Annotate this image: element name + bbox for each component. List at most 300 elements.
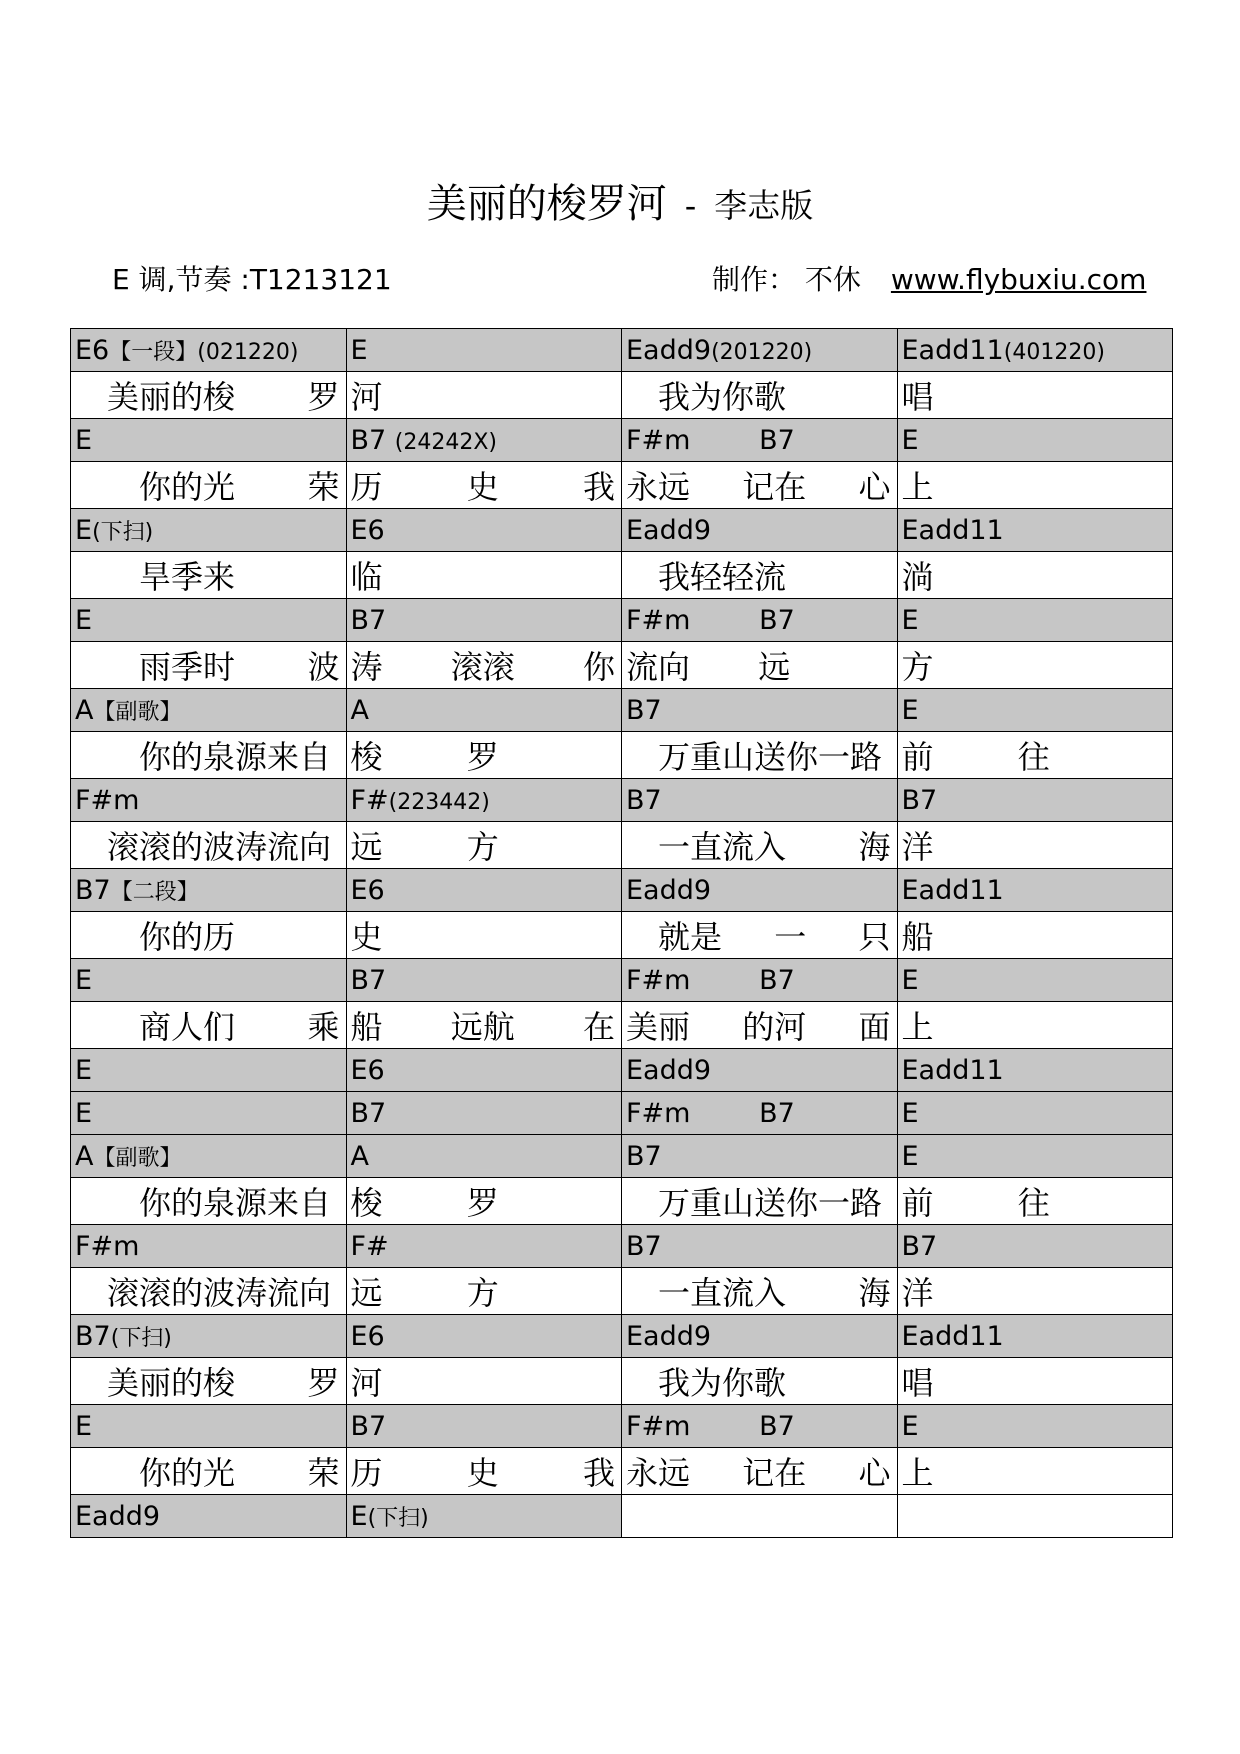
chord-cell	[622, 869, 898, 912]
chord-cell	[346, 329, 622, 372]
cell-content	[75, 1411, 346, 1442]
cell-content	[902, 732, 1173, 778]
lyric-text: 美丽的梭	[75, 378, 236, 416]
author: 制作： 不休	[712, 263, 861, 296]
lyric-cell	[897, 642, 1173, 689]
chord-label: F#m	[75, 784, 140, 816]
chord-label: A	[350, 1140, 369, 1172]
chord-cell	[71, 1049, 347, 1092]
lyric-row	[71, 1268, 1173, 1315]
lyric-text: 梭	[350, 738, 383, 776]
chord-row	[71, 1225, 1173, 1268]
chord-cell	[897, 779, 1173, 822]
title-separator: -	[684, 187, 697, 225]
chord-label: B7	[759, 1410, 795, 1442]
lyric-cell	[897, 912, 1173, 959]
lyric-text: 唱	[901, 378, 934, 416]
lyric-cell	[71, 732, 347, 779]
chord-cell	[897, 419, 1173, 462]
chord-cell	[346, 1495, 622, 1538]
chord-label: B7	[626, 1230, 662, 1262]
lyric-text	[1134, 732, 1166, 778]
lyric-cell	[897, 372, 1173, 419]
cell-content	[351, 425, 622, 456]
cell-content	[351, 335, 622, 366]
cell-content	[626, 372, 897, 418]
lyric-cell	[346, 912, 622, 959]
lyric-text: 史	[466, 468, 499, 506]
lyric-cell	[622, 912, 898, 959]
chord-label: B7	[626, 1140, 662, 1172]
lyric-text: 船	[901, 918, 934, 956]
chord-cell	[346, 1225, 622, 1268]
lyric-text: 滚滚的波涛流向	[75, 828, 332, 866]
chord-cell	[346, 1092, 622, 1135]
chord-label: E	[901, 964, 919, 996]
chord-cell	[622, 1135, 898, 1178]
lyric-cell	[622, 462, 898, 509]
cell-content	[75, 732, 346, 778]
lyric-text: 远	[350, 1274, 383, 1312]
lyric-text: 你	[582, 648, 615, 686]
lyric-row	[71, 1002, 1173, 1049]
cell-content	[626, 462, 897, 508]
cell-content	[626, 421, 897, 460]
cell-content	[351, 1501, 622, 1532]
lyric-text	[1134, 1178, 1166, 1224]
chord-label	[863, 1407, 890, 1446]
lyric-cell	[622, 1178, 898, 1225]
chord-row	[71, 599, 1173, 642]
lyric-text: 你的泉源来自	[75, 1184, 332, 1222]
chord-label: B7	[350, 1410, 387, 1442]
lyric-text: 远	[350, 828, 383, 866]
cell-content	[626, 875, 897, 906]
cell-content	[902, 912, 1173, 958]
lyric-cell	[897, 1358, 1173, 1405]
cell-content	[902, 1321, 1173, 1352]
lyric-text: 历	[350, 468, 383, 506]
cell-content	[902, 605, 1173, 636]
lyric-text: 临	[350, 558, 383, 596]
cell-content	[902, 785, 1173, 816]
lyric-text: 心	[858, 468, 891, 506]
lyric-text: 海	[858, 1274, 891, 1312]
lyric-text: 雨季时	[75, 648, 236, 686]
lyric-cell	[622, 732, 898, 779]
chord-label: E6	[350, 1054, 385, 1086]
lyric-text: 记在	[742, 1454, 807, 1492]
lyric-cell	[622, 1268, 898, 1315]
lyric-text: 万重山送你一路	[626, 738, 883, 776]
lyric-cell	[346, 822, 622, 869]
chord-cell	[71, 779, 347, 822]
chord-row	[71, 1135, 1173, 1178]
lyric-text: 往	[1017, 738, 1050, 776]
chord-label: E	[75, 604, 93, 636]
cell-content	[902, 1055, 1173, 1086]
lyric-text: 方	[466, 1274, 499, 1312]
cell-content	[626, 695, 897, 726]
cell-content	[902, 462, 1173, 508]
cell-content	[75, 1098, 346, 1129]
chord-row	[71, 419, 1173, 462]
lyric-cell	[897, 1448, 1173, 1495]
lyric-cell	[622, 1448, 898, 1495]
chord-cell	[71, 419, 347, 462]
chord-label: E	[901, 1410, 919, 1442]
chord-label: Eadd11	[901, 874, 1004, 906]
chord-row	[71, 1405, 1173, 1448]
chord-row	[71, 1315, 1173, 1358]
lyric-text: 只	[858, 918, 891, 956]
chord-label: Eadd9	[626, 514, 712, 546]
chord-label: B7	[759, 964, 795, 996]
lyric-cell	[622, 372, 898, 419]
chord-cell	[346, 509, 622, 552]
chord-label: E(下扫)	[350, 1500, 429, 1532]
cell-content	[626, 1002, 897, 1048]
lyric-row	[71, 372, 1173, 419]
cell-content	[626, 1094, 897, 1133]
chord-cell	[897, 329, 1173, 372]
cell-content	[626, 1231, 897, 1262]
chord-label: Eadd11	[901, 1320, 1004, 1352]
chord-cell	[346, 869, 622, 912]
cell-content	[626, 785, 897, 816]
chord-row	[71, 1049, 1173, 1092]
lyric-cell	[71, 1448, 347, 1495]
chord-cell	[897, 1092, 1173, 1135]
cell-content	[75, 1501, 346, 1532]
lyric-cell	[897, 732, 1173, 779]
lyric-text: 历	[350, 1454, 383, 1492]
cell-content	[75, 425, 346, 456]
website-link[interactable]: www.flybuxiu.com	[890, 263, 1147, 296]
lyric-text: 船	[350, 1008, 383, 1046]
chord-label: B7	[626, 784, 662, 816]
chord-cell	[622, 779, 898, 822]
lyric-cell	[346, 642, 622, 689]
cell-content	[75, 335, 346, 366]
chord-cell	[71, 1405, 347, 1448]
chord-cell	[71, 1225, 347, 1268]
chord-cell	[897, 1135, 1173, 1178]
cell-content	[626, 912, 897, 958]
chord-label: F#m	[626, 964, 691, 996]
cell-content	[902, 1448, 1173, 1494]
lyric-cell	[346, 1448, 622, 1495]
lyric-text: 面	[858, 1008, 891, 1046]
lyric-cell	[346, 1358, 622, 1405]
chord-label: F#m	[626, 1097, 691, 1129]
version-label: 李志版	[714, 186, 814, 225]
lyric-text	[583, 1268, 615, 1314]
cell-content	[351, 462, 622, 508]
chord-cell	[897, 1049, 1173, 1092]
chord-cell	[346, 689, 622, 732]
chord-cell	[897, 959, 1173, 1002]
lyric-text	[583, 1178, 615, 1224]
lyric-text: 海	[858, 828, 891, 866]
cell-content	[351, 912, 622, 958]
lyric-cell	[346, 1178, 622, 1225]
cell-content	[626, 1407, 897, 1446]
cell-content	[626, 515, 897, 546]
cell-content	[902, 515, 1173, 546]
lyric-cell	[897, 1268, 1173, 1315]
chord-cell	[622, 419, 898, 462]
cell-content	[626, 552, 897, 598]
lyric-text: 波	[307, 648, 340, 686]
cell-content	[75, 1268, 346, 1314]
cell-content	[902, 1178, 1173, 1224]
lyric-cell	[71, 1268, 347, 1315]
chord-label: B7	[350, 964, 387, 996]
chord-label: E	[75, 424, 93, 456]
cell-content	[351, 1448, 622, 1494]
lyric-text: 一直流入	[626, 828, 787, 866]
chord-cell	[897, 1225, 1173, 1268]
chord-label: Eadd9	[626, 1054, 712, 1086]
lyric-cell	[71, 1358, 347, 1405]
chord-cell	[71, 509, 347, 552]
cell-content	[75, 462, 346, 508]
lyric-text: 上	[901, 1008, 934, 1046]
cell-content	[351, 1358, 622, 1404]
cell-content	[626, 822, 897, 868]
chord-label: E6	[350, 514, 385, 546]
lyric-text: 荣	[307, 1454, 340, 1492]
cell-content	[351, 605, 622, 636]
lyric-text: 淌	[901, 558, 934, 596]
chord-cell	[622, 509, 898, 552]
cell-content	[351, 965, 622, 996]
cell-content	[902, 425, 1173, 456]
lyric-row	[71, 1448, 1173, 1495]
lyric-cell	[346, 1002, 622, 1049]
lyric-text: 远航	[450, 1008, 515, 1046]
lyric-text: 永远	[626, 468, 691, 506]
cell-content	[75, 1231, 346, 1262]
lyric-text: 一直流入	[626, 1274, 787, 1312]
lyric-cell	[622, 552, 898, 599]
lyric-cell	[346, 462, 622, 509]
cell-content	[902, 1098, 1173, 1129]
cell-content	[626, 642, 897, 688]
lyric-cell	[897, 462, 1173, 509]
lyric-text: 在	[582, 1008, 615, 1046]
chord-cell	[346, 1049, 622, 1092]
lyric-text: 你的光	[75, 468, 236, 506]
cell-content	[75, 552, 346, 598]
chord-label: E	[75, 964, 93, 996]
lyric-cell	[71, 912, 347, 959]
cell-content	[626, 961, 897, 1000]
chord-label: E	[75, 1097, 93, 1129]
chord-cell	[622, 1092, 898, 1135]
lyric-text: 罗	[466, 738, 499, 776]
lyric-text: 你的历	[75, 918, 236, 956]
cell-content	[75, 372, 346, 418]
lyric-text	[583, 822, 615, 868]
lyric-text: 的河	[742, 1008, 807, 1046]
chord-label: Eadd9	[75, 1500, 161, 1532]
lyric-text: 上	[901, 468, 934, 506]
lyric-text: 前	[901, 738, 934, 776]
cell-content	[75, 695, 346, 726]
lyric-text: 滚滚	[450, 648, 515, 686]
cell-content	[75, 822, 346, 868]
chord-label: B7	[350, 604, 387, 636]
cell-content	[75, 1141, 346, 1172]
chord-row	[71, 1092, 1173, 1135]
chord-cell	[622, 1315, 898, 1358]
chord-label: A	[350, 694, 369, 726]
cell-content	[626, 601, 897, 640]
chord-label: B7(下扫)	[75, 1320, 172, 1352]
chord-cell	[71, 689, 347, 732]
chord-row	[71, 959, 1173, 1002]
lyric-row	[71, 1358, 1173, 1405]
chord-cell	[622, 599, 898, 642]
chord-cell	[622, 1049, 898, 1092]
chord-label: F#m	[626, 1410, 691, 1442]
cell-content	[626, 1141, 897, 1172]
chord-label: E	[350, 334, 368, 366]
cell-content	[351, 1002, 622, 1048]
cell-content	[902, 335, 1173, 366]
cell-content	[351, 1055, 622, 1086]
chord-label: E	[901, 604, 919, 636]
lyric-cell	[897, 1178, 1173, 1225]
cell-content	[75, 1321, 346, 1352]
cell-content	[75, 912, 346, 958]
chord-label: E	[901, 1097, 919, 1129]
chord-label: E	[75, 1054, 93, 1086]
lyric-text: 旱季来	[75, 558, 236, 596]
chord-label: E(下扫)	[75, 514, 154, 546]
cell-content	[75, 875, 346, 906]
cell-content	[75, 642, 346, 688]
lyric-text: 梭	[350, 1184, 383, 1222]
lyric-text: 就是	[626, 918, 723, 956]
chord-cell	[346, 1405, 622, 1448]
cell-content	[626, 732, 897, 778]
chord-cell	[897, 1405, 1173, 1448]
lyric-text: 涛	[350, 648, 383, 686]
chord-label: E6	[350, 1320, 385, 1352]
chord-label: Eadd9(201220)	[626, 334, 813, 366]
lyric-text: 我为你歌	[626, 1364, 787, 1402]
song-title: 美丽的梭罗河	[426, 181, 667, 227]
chord-cell	[71, 1092, 347, 1135]
cell-content	[902, 1141, 1173, 1172]
lyric-text: 远	[758, 648, 791, 686]
lyric-cell	[71, 822, 347, 869]
chord-row	[71, 509, 1173, 552]
chord-label: F#m	[75, 1230, 140, 1262]
chord-cell	[71, 599, 347, 642]
chord-label	[863, 601, 890, 640]
chord-label: Eadd11(401220)	[901, 334, 1105, 366]
lyric-row	[71, 552, 1173, 599]
chord-label: F#	[350, 1230, 389, 1262]
lyric-cell	[622, 1358, 898, 1405]
lyric-text: 我轻轻流	[626, 558, 787, 596]
chord-cell	[622, 959, 898, 1002]
chord-label: Eadd9	[626, 1320, 712, 1352]
chord-cell	[71, 1315, 347, 1358]
chord-cell	[346, 779, 622, 822]
lyric-text: 我	[582, 468, 615, 506]
chord-cell	[346, 419, 622, 462]
chord-label: E	[901, 424, 919, 456]
chord-label	[863, 421, 890, 460]
cell-content	[351, 785, 622, 816]
chord-cell	[71, 329, 347, 372]
chord-cell	[897, 509, 1173, 552]
cell-content	[351, 822, 622, 868]
cell-content	[626, 1178, 897, 1224]
lyric-text: 史	[466, 1454, 499, 1492]
chord-label: E6【一段】(021220)	[75, 334, 299, 366]
cell-content	[75, 785, 346, 816]
cell-content	[75, 1002, 346, 1048]
cell-content	[626, 1055, 897, 1086]
lyric-text: 商人们	[75, 1008, 236, 1046]
cell-content	[351, 875, 622, 906]
lyric-text: 心	[858, 1454, 891, 1492]
cell-content	[351, 642, 622, 688]
lyric-cell	[622, 1002, 898, 1049]
cell-content	[902, 1268, 1173, 1314]
chord-cell	[897, 599, 1173, 642]
chord-cell	[71, 1135, 347, 1178]
chord-cell	[622, 689, 898, 732]
lyric-text: 前	[901, 1184, 934, 1222]
lyric-cell	[897, 1002, 1173, 1049]
cell-content	[351, 552, 622, 598]
cell-content	[902, 1231, 1173, 1262]
chord-label: B7	[626, 694, 662, 726]
key-rhythm: E 调,节奏 :T1213121	[112, 263, 392, 296]
chord-label: F#m	[626, 424, 691, 456]
lyric-text: 河	[350, 1364, 383, 1402]
chord-cell	[346, 1135, 622, 1178]
chord-label: B7	[901, 784, 938, 816]
chord-label: B7 (24242X)	[350, 424, 498, 456]
chord-cell	[346, 1315, 622, 1358]
lyric-text: 唱	[901, 1364, 934, 1402]
cell-content	[902, 822, 1173, 868]
lyric-text: 乘	[307, 1008, 340, 1046]
lyric-cell	[71, 552, 347, 599]
cell-content	[351, 1268, 622, 1314]
cell-content	[75, 605, 346, 636]
chord-label: Eadd11	[901, 1054, 1004, 1086]
lyric-row	[71, 822, 1173, 869]
lyric-text: 史	[350, 918, 383, 956]
lyric-text: 罗	[466, 1184, 499, 1222]
chord-label: A【副歌】	[75, 694, 182, 726]
cell-content	[75, 1178, 346, 1224]
lyric-cell	[897, 552, 1173, 599]
chord-cell	[71, 959, 347, 1002]
cell-content	[902, 695, 1173, 726]
cell-content	[351, 1321, 622, 1352]
lyric-row	[71, 912, 1173, 959]
